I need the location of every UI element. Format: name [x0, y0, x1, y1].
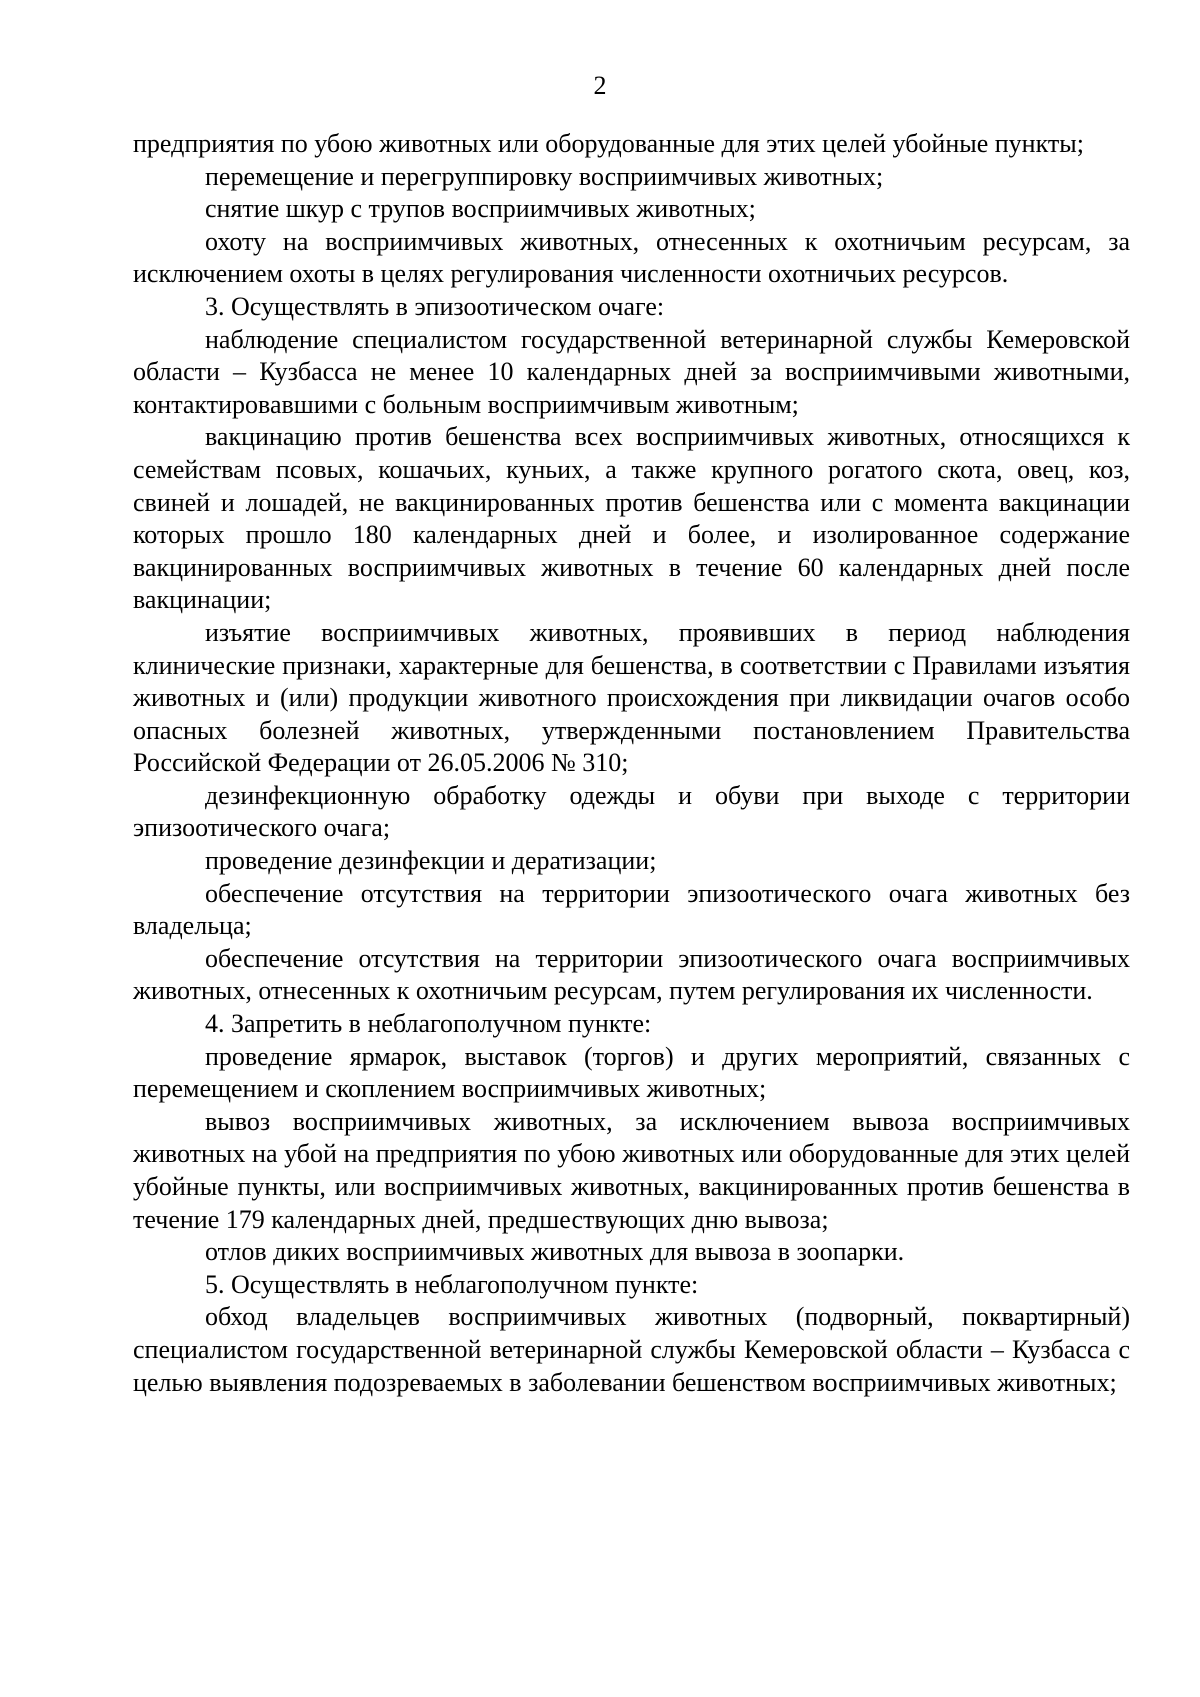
numbered-item-3: 3. Осуществлять в эпизоотическом очаге:: [205, 291, 665, 321]
paragraph: вывоз восприимчивых животных, за исключением вывоза восприимчивых животных на убой на предприятия по убою животных или оборудованные для этих целей убойные пункты, или восприимчивых животных, вакцинированных против бешенства в течение 179 календарных дней, предшествующих дню вывоза;: [133, 1106, 1130, 1234]
numbered-item-4: 4. Запретить в неблагополучном пункте:: [205, 1009, 652, 1039]
document-body: [133, 128, 1130, 1399]
paragraph: наблюдение специалистом государственной ветеринарной службы Кемеровской области – Кузбасса не менее 10 календарных дней за восприимчивыми животными, контактировавшими с больным восприимчивым животным;: [133, 324, 1130, 419]
paragraph: проведение дезинфекции и дератизации;: [205, 846, 657, 876]
paragraph: обеспечение отсутствия на территории эпизоотического очага восприимчивых животных, отнесенных к охотничьим ресурсам, путем регулирования их численности.: [133, 943, 1130, 1006]
paragraph: отлов диких восприимчивых животных для вывоза в зоопарки.: [205, 1237, 905, 1267]
paragraph: проведение ярмарок, выставок (торгов) и других мероприятий, связанных с перемещением и скоплением восприимчивых животных;: [133, 1041, 1130, 1104]
paragraph-continuation: предприятия по убою животных или оборудованные для этих целей убойные пункты;: [133, 129, 1084, 158]
numbered-item-5: 5. Осуществлять в неблагополучном пункте:: [205, 1269, 699, 1299]
paragraph: изъятие восприимчивых животных, проявивших в период наблюдения клинические признаки, характерные для бешенства, в соответствии с Правилами изъятия животных и (или) продукции животного происхождения при ликвидации очагов особо опасных болезней животных, утвержденными постановлением Правительства Российской Федерации от 26.05.2006 № 310;: [133, 617, 1130, 778]
paragraph: снятие шкур с трупов восприимчивых животных;: [205, 194, 756, 224]
page-number: 2: [593, 71, 607, 100]
paragraph: перемещение и перегруппировку восприимчивых животных;: [205, 161, 884, 191]
paragraph: обход владельцев восприимчивых животных (подворный, поквартирный) специалистом государственной ветеринарной службы Кемеровской области – Кузбасса с целью выявления подозреваемых в заболевании бешенством восприимчивых животных;: [133, 1302, 1130, 1397]
paragraph: охоту на восприимчивых животных, отнесенных к охотничьим ресурсам, за исключением охоты в целях регулирования численности охотничьих ресурсов.: [133, 226, 1130, 289]
paragraph: дезинфекционную обработку одежды и обуви при выходе с территории эпизоотического очага;: [133, 780, 1130, 843]
paragraph: вакцинацию против бешенства всех восприимчивых животных, относящихся к семействам псовых, кошачьих, куньих, а также крупного рогатого скота, овец, коз, свиней и лошадей, не вакцинированных против бешенства или с момента вакцинации которых прошло 180 календарных дней и более, и изолированное содержание вакцинированных восприимчивых животных в течение 60 календарных дней после вакцинации;: [133, 422, 1130, 615]
paragraph: обеспечение отсутствия на территории эпизоотического очага животных без владельца;: [133, 878, 1130, 941]
